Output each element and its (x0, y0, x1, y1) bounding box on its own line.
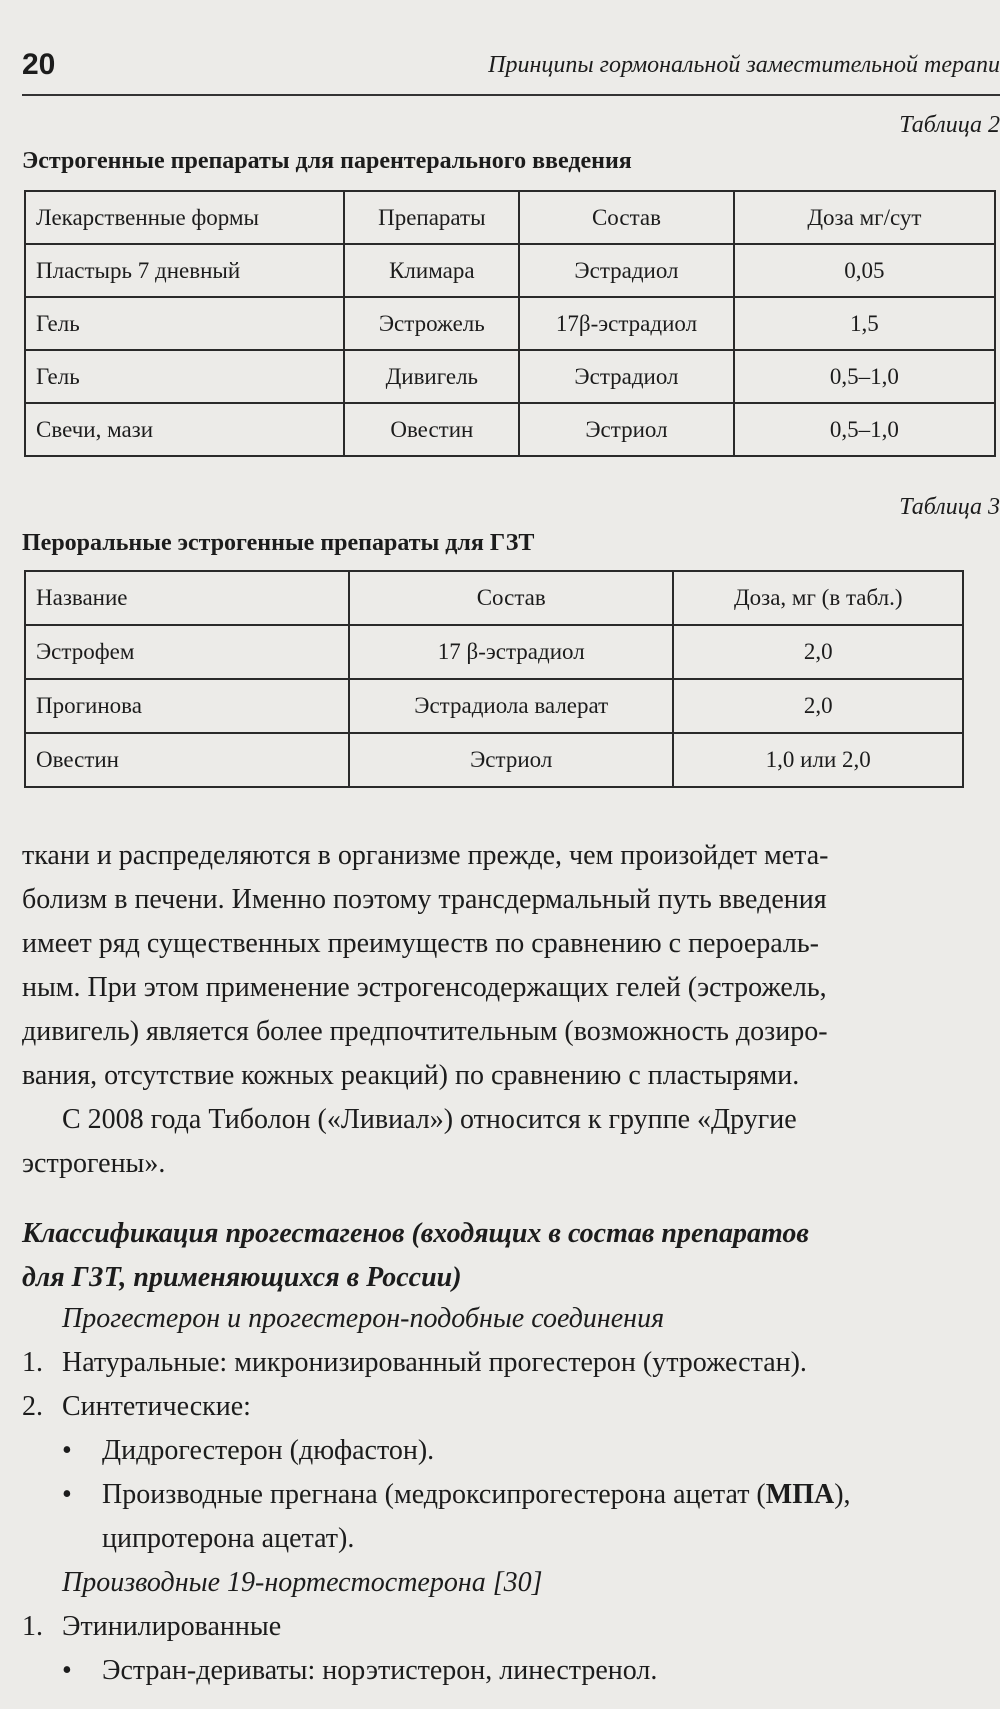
table-row (25, 244, 995, 297)
table-cell: 0,05 (734, 244, 995, 297)
text-line: вания, отсутствие кожных реакций) по сравнению с пластырями. (22, 1060, 800, 1091)
table-cell: 2,0 (673, 679, 963, 733)
table-cell: Климара (344, 244, 519, 297)
table-row (25, 679, 963, 733)
list-number: 2. (22, 1391, 43, 1422)
bullet-continuation: ципротерона ацетат). (102, 1523, 355, 1554)
table-header-cell: Препараты (344, 191, 519, 244)
list-number: 1. (22, 1347, 43, 1378)
table-3-title: Пероральные эстрогенные препараты для ГЗТ (22, 530, 535, 556)
running-title: Принципы гормональной заместительной терапи (488, 52, 1000, 78)
text-line: эстрогены». (22, 1148, 166, 1179)
table-cell: 1,5 (734, 297, 995, 350)
table-cell: Гель (25, 350, 344, 403)
table-row (25, 403, 995, 456)
list-item (22, 1391, 251, 1423)
table-cell: Дивигель (344, 350, 519, 403)
table-cell: Эстриол (519, 403, 734, 456)
table-cell: Эстрадиола валерат (349, 679, 673, 733)
list-item (22, 1347, 807, 1379)
list-text: ), (834, 1479, 851, 1510)
text-line: дивигель) является более предпочтительным (возможность дозиро- (22, 1016, 828, 1047)
bullet-item (62, 1655, 657, 1687)
table-2 (24, 190, 996, 457)
text-line: имеет ряд существенных преимуществ по сравнению с пероераль- (22, 928, 819, 959)
table-row (25, 625, 963, 679)
subheading: Производные 19-нортестостерона [30] (62, 1567, 543, 1598)
table-cell: 1,0 или 2,0 (673, 733, 963, 787)
list-text: Синтетические: (62, 1391, 251, 1422)
heading-line: для ГЗТ, применяющихся в России) (22, 1262, 462, 1293)
table-cell: 0,5–1,0 (734, 403, 995, 456)
bullet-icon: • (62, 1435, 72, 1466)
table-3 (24, 570, 964, 788)
page-number: 20 (22, 48, 56, 81)
table-cell: 17 β-эстрадиол (349, 625, 673, 679)
table-row (25, 350, 995, 403)
bullet-icon: • (62, 1479, 72, 1510)
table-header-cell: Доза, мг (в табл.) (673, 571, 963, 625)
list-number: 1. (22, 1611, 43, 1642)
table-cell: Эстрадиол (519, 350, 734, 403)
table-cell: Эстрадиол (519, 244, 734, 297)
table-cell: Эстрожель (344, 297, 519, 350)
table-cell: 0,5–1,0 (734, 350, 995, 403)
list-text: Производные прегнана (медроксипрогестерона ацетат ( (102, 1479, 766, 1510)
table-cell: 2,0 (673, 625, 963, 679)
section-heading (22, 1212, 1000, 1300)
table-header-cell: Лекарственные формы (25, 191, 344, 244)
text-line: болизм в печени. Именно поэтому трансдермальный путь введения (22, 884, 827, 915)
table-cell: Свечи, мази (25, 403, 344, 456)
table-header-cell: Состав (519, 191, 734, 244)
table-header-cell: Название (25, 571, 349, 625)
table-cell: Пластырь 7 дневный (25, 244, 344, 297)
table-cell: Гель (25, 297, 344, 350)
table-header-row (25, 571, 963, 625)
bullet-icon: • (62, 1655, 72, 1686)
table-cell: Овестин (25, 733, 349, 787)
bullet-item (62, 1435, 434, 1467)
table-2-label: Таблица 2 (899, 112, 1000, 138)
heading-line: Классификация прогестагенов (входящих в состав препаратов (22, 1218, 809, 1249)
table-cell: Эстриол (349, 733, 673, 787)
table-cell: Прогинова (25, 679, 349, 733)
table-cell: 17β-эстрадиол (519, 297, 734, 350)
table-3-label: Таблица 3 (899, 494, 1000, 520)
list-text: Натуральные: микронизированный прогестерон (утрожестан). (62, 1347, 807, 1378)
list-item (22, 1611, 281, 1643)
text-line: ткани и распределяются в организме прежде, чем произойдет мета- (22, 840, 829, 871)
table-row (25, 733, 963, 787)
table-header-cell: Доза мг/сут (734, 191, 995, 244)
text-line: ным. При этом применение эстрогенсодержащих гелей (эстрожель, (22, 972, 827, 1003)
table-row (25, 297, 995, 350)
page-header (22, 44, 1000, 96)
body-paragraph (22, 834, 1000, 1098)
subheading: Прогестерон и прогестерон-подобные соединения (62, 1303, 665, 1334)
table-header-cell: Состав (349, 571, 673, 625)
table-2-title: Эстрогенные препараты для парентерального введения (22, 148, 632, 174)
text-line: С 2008 года Тиболон («Ливиал») относится к группе «Другие (62, 1104, 797, 1135)
bullet-item (62, 1479, 851, 1511)
list-text: Эстран-дериваты: норэтистерон, линестренол. (102, 1655, 658, 1686)
table-header-row (25, 191, 995, 244)
table-cell: Эстрофем (25, 625, 349, 679)
body-paragraph (22, 1098, 1000, 1186)
list-text: Этинилированные (62, 1611, 282, 1642)
bold-abbreviation: МПА (765, 1479, 835, 1510)
list-text: Дидрогестерон (дюфастон). (102, 1435, 435, 1466)
table-cell: Овестин (344, 403, 519, 456)
